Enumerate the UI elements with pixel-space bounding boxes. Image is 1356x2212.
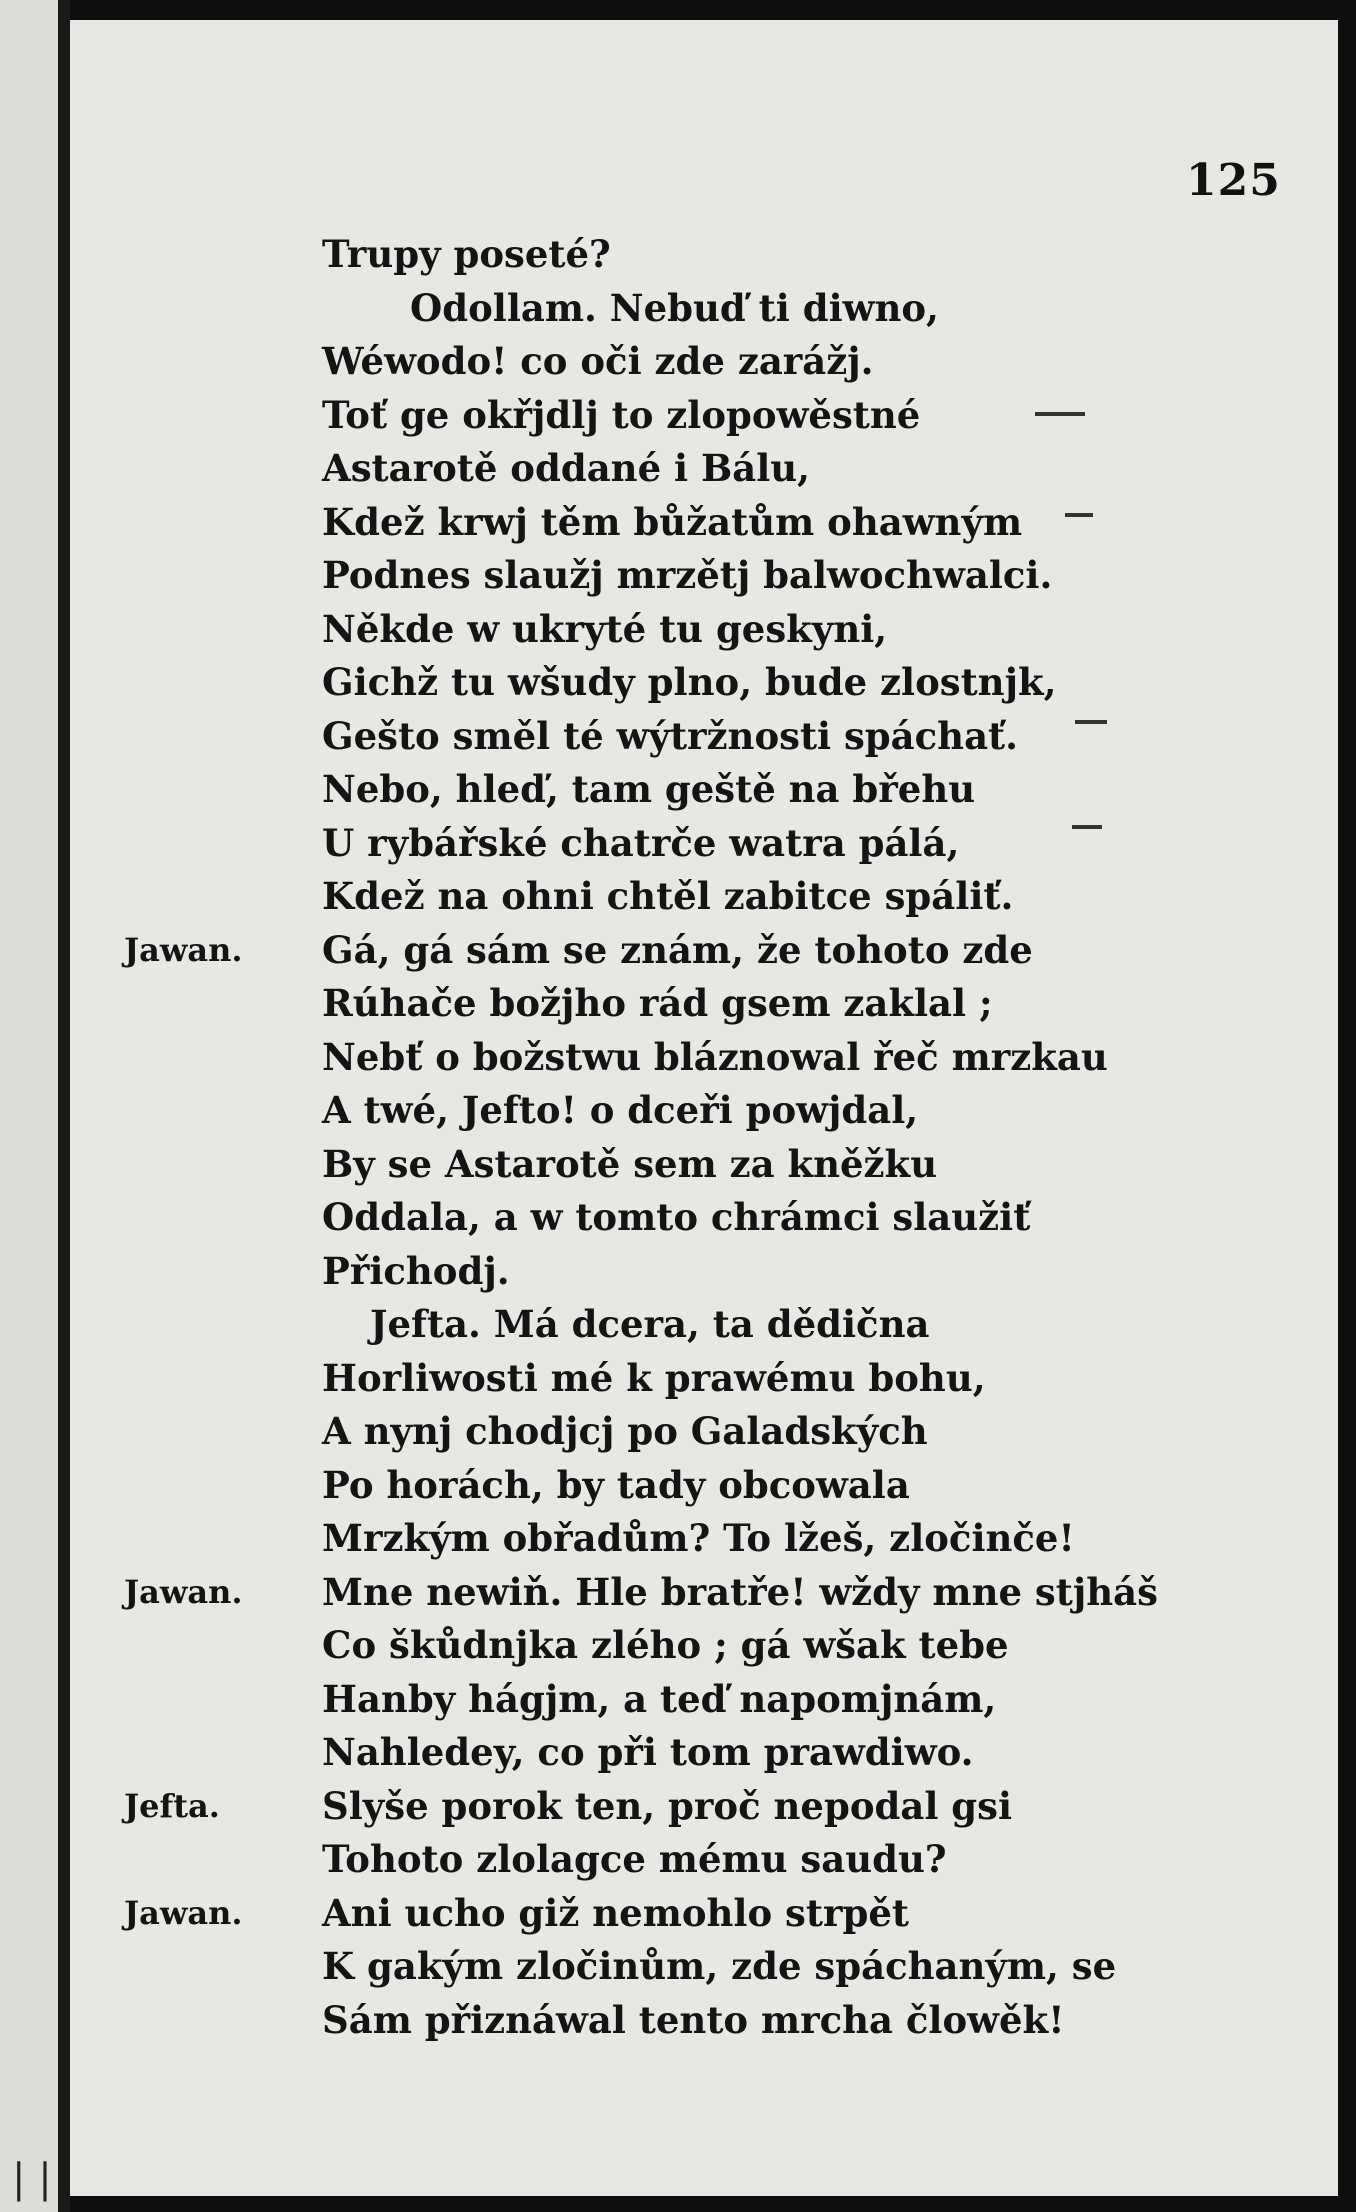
verse-text: Trupy poseté? xyxy=(322,232,611,276)
verse-text: Tohoto zlolagce mému saudu? xyxy=(322,1837,947,1881)
verse-line xyxy=(70,442,1338,496)
verse-line xyxy=(70,870,1338,924)
verse-text: Podnes slaužj mrzětj balwochwalci. xyxy=(322,553,1053,597)
verse-line xyxy=(70,1726,1338,1780)
verse-text: Gichž tu wšudy plno, bude zlostnjk, xyxy=(322,660,1057,704)
verse-line xyxy=(70,1566,1338,1620)
verse-line xyxy=(70,977,1338,1031)
verse-text: Kdež na ohni chtěl zabitce spáliť. xyxy=(322,874,1014,918)
verse-block xyxy=(70,228,1338,2047)
verse-line xyxy=(70,389,1338,443)
page-number: 125 xyxy=(1186,155,1281,206)
verse-line xyxy=(70,1673,1338,1727)
verse-line xyxy=(70,228,1338,282)
verse-line xyxy=(70,496,1338,550)
verse-text: Slyše porok ten, proč nepodal gsi xyxy=(322,1783,1013,1828)
verse-line xyxy=(70,1084,1338,1138)
verse-line xyxy=(70,1191,1338,1245)
speaker-label: Jawan. xyxy=(124,1893,243,1932)
verse-text: By se Astarotě sem za kněžku xyxy=(322,1141,938,1186)
verse-line xyxy=(70,282,1338,336)
verse-line xyxy=(70,1940,1338,1994)
verse-line xyxy=(70,335,1338,389)
verse-text: Astarotě oddané i Bálu, xyxy=(322,446,811,490)
verse-line xyxy=(70,1138,1338,1192)
speaker-label: Jawan. xyxy=(124,1572,243,1611)
verse-line xyxy=(70,1780,1338,1834)
verse-line xyxy=(70,924,1338,978)
verse-text: Co škůdnjka zlého ; gá wšak tebe xyxy=(322,1623,1009,1667)
verse-text: Přichodj. xyxy=(322,1248,510,1293)
verse-text: Toť ge okřjdlj to zlopowěstné xyxy=(322,392,921,437)
verse-text: Jefta. Má dcera, ta dědična xyxy=(370,1302,930,1346)
verse-text: Mne newiň. Hle bratře! wždy mne stjháš xyxy=(322,1569,1158,1614)
verse-text: A nynj chodjcj po Galadských xyxy=(322,1409,928,1453)
verse-text: Nebť o božstwu bláznowal řeč mrzkau xyxy=(322,1034,1108,1079)
book-page xyxy=(70,20,1338,2196)
verse-text: Ani ucho giž nemohlo strpět xyxy=(322,1890,909,1935)
verse-text: Odollam. Nebuď ti diwno, xyxy=(410,285,939,330)
verse-line xyxy=(70,1887,1338,1941)
verse-text: Nebo, hleď, tam geště na břehu xyxy=(322,767,976,811)
verse-text: Oddala, a w tomto chrámci slaužiť xyxy=(322,1195,1031,1239)
verse-text: Sám přiznáwal tento mrcha člowěk! xyxy=(322,1997,1065,2042)
verse-line xyxy=(70,1405,1338,1459)
verse-line xyxy=(70,1352,1338,1406)
verse-text: Někde w ukryté tu geskyni, xyxy=(322,606,888,651)
verse-line xyxy=(70,1833,1338,1887)
page-gutter xyxy=(58,0,70,2212)
verse-text: Nahledey, co při tom prawdiwo. xyxy=(322,1730,974,1774)
speaker-label: Jawan. xyxy=(124,930,243,969)
verse-line xyxy=(70,1459,1338,1513)
verse-text: Rúhače božjho rád gsem zaklal ; xyxy=(322,981,993,1025)
verse-text: Mrzkým obřadům? To lžeš, zločinče! xyxy=(322,1516,1075,1560)
verse-text: Gá, gá sám se znám, že tohoto zde xyxy=(322,927,1033,972)
verse-line xyxy=(70,1619,1338,1673)
verse-text: Wéwodo! co oči zde zarážj. xyxy=(322,339,874,383)
verse-line xyxy=(70,710,1338,764)
speaker-label: Jefta. xyxy=(124,1786,220,1825)
verse-line xyxy=(70,1994,1338,2048)
verse-line xyxy=(70,763,1338,817)
verse-text: U rybářské chatrče watra pálá, xyxy=(322,820,960,865)
verse-line xyxy=(70,1031,1338,1085)
verse-line xyxy=(70,817,1338,871)
verse-line xyxy=(70,1298,1338,1352)
adjacent-page-strip xyxy=(0,0,60,2212)
verse-line xyxy=(70,549,1338,603)
verse-text: Hanby hágjm, a teď napomjnám, xyxy=(322,1676,997,1721)
verse-text: Po horách, by tady obcowala xyxy=(322,1462,910,1507)
verse-text: Horliwosti mé k prawému bohu, xyxy=(322,1355,986,1400)
verse-line xyxy=(70,656,1338,710)
verse-line xyxy=(70,1245,1338,1299)
verse-text: A twé, Jefto! o dceři powjdal, xyxy=(322,1088,919,1132)
spine-mark: | | xyxy=(12,2156,52,2202)
verse-text: Kdež krwj těm bůžatům ohawným xyxy=(322,499,1023,544)
verse-text: K gakým zločinům, zde spáchaným, se xyxy=(322,1944,1117,1988)
verse-text: Gešto směl té wýtržnosti spáchať. xyxy=(322,713,1019,758)
verse-line xyxy=(70,1512,1338,1566)
verse-line xyxy=(70,603,1338,657)
